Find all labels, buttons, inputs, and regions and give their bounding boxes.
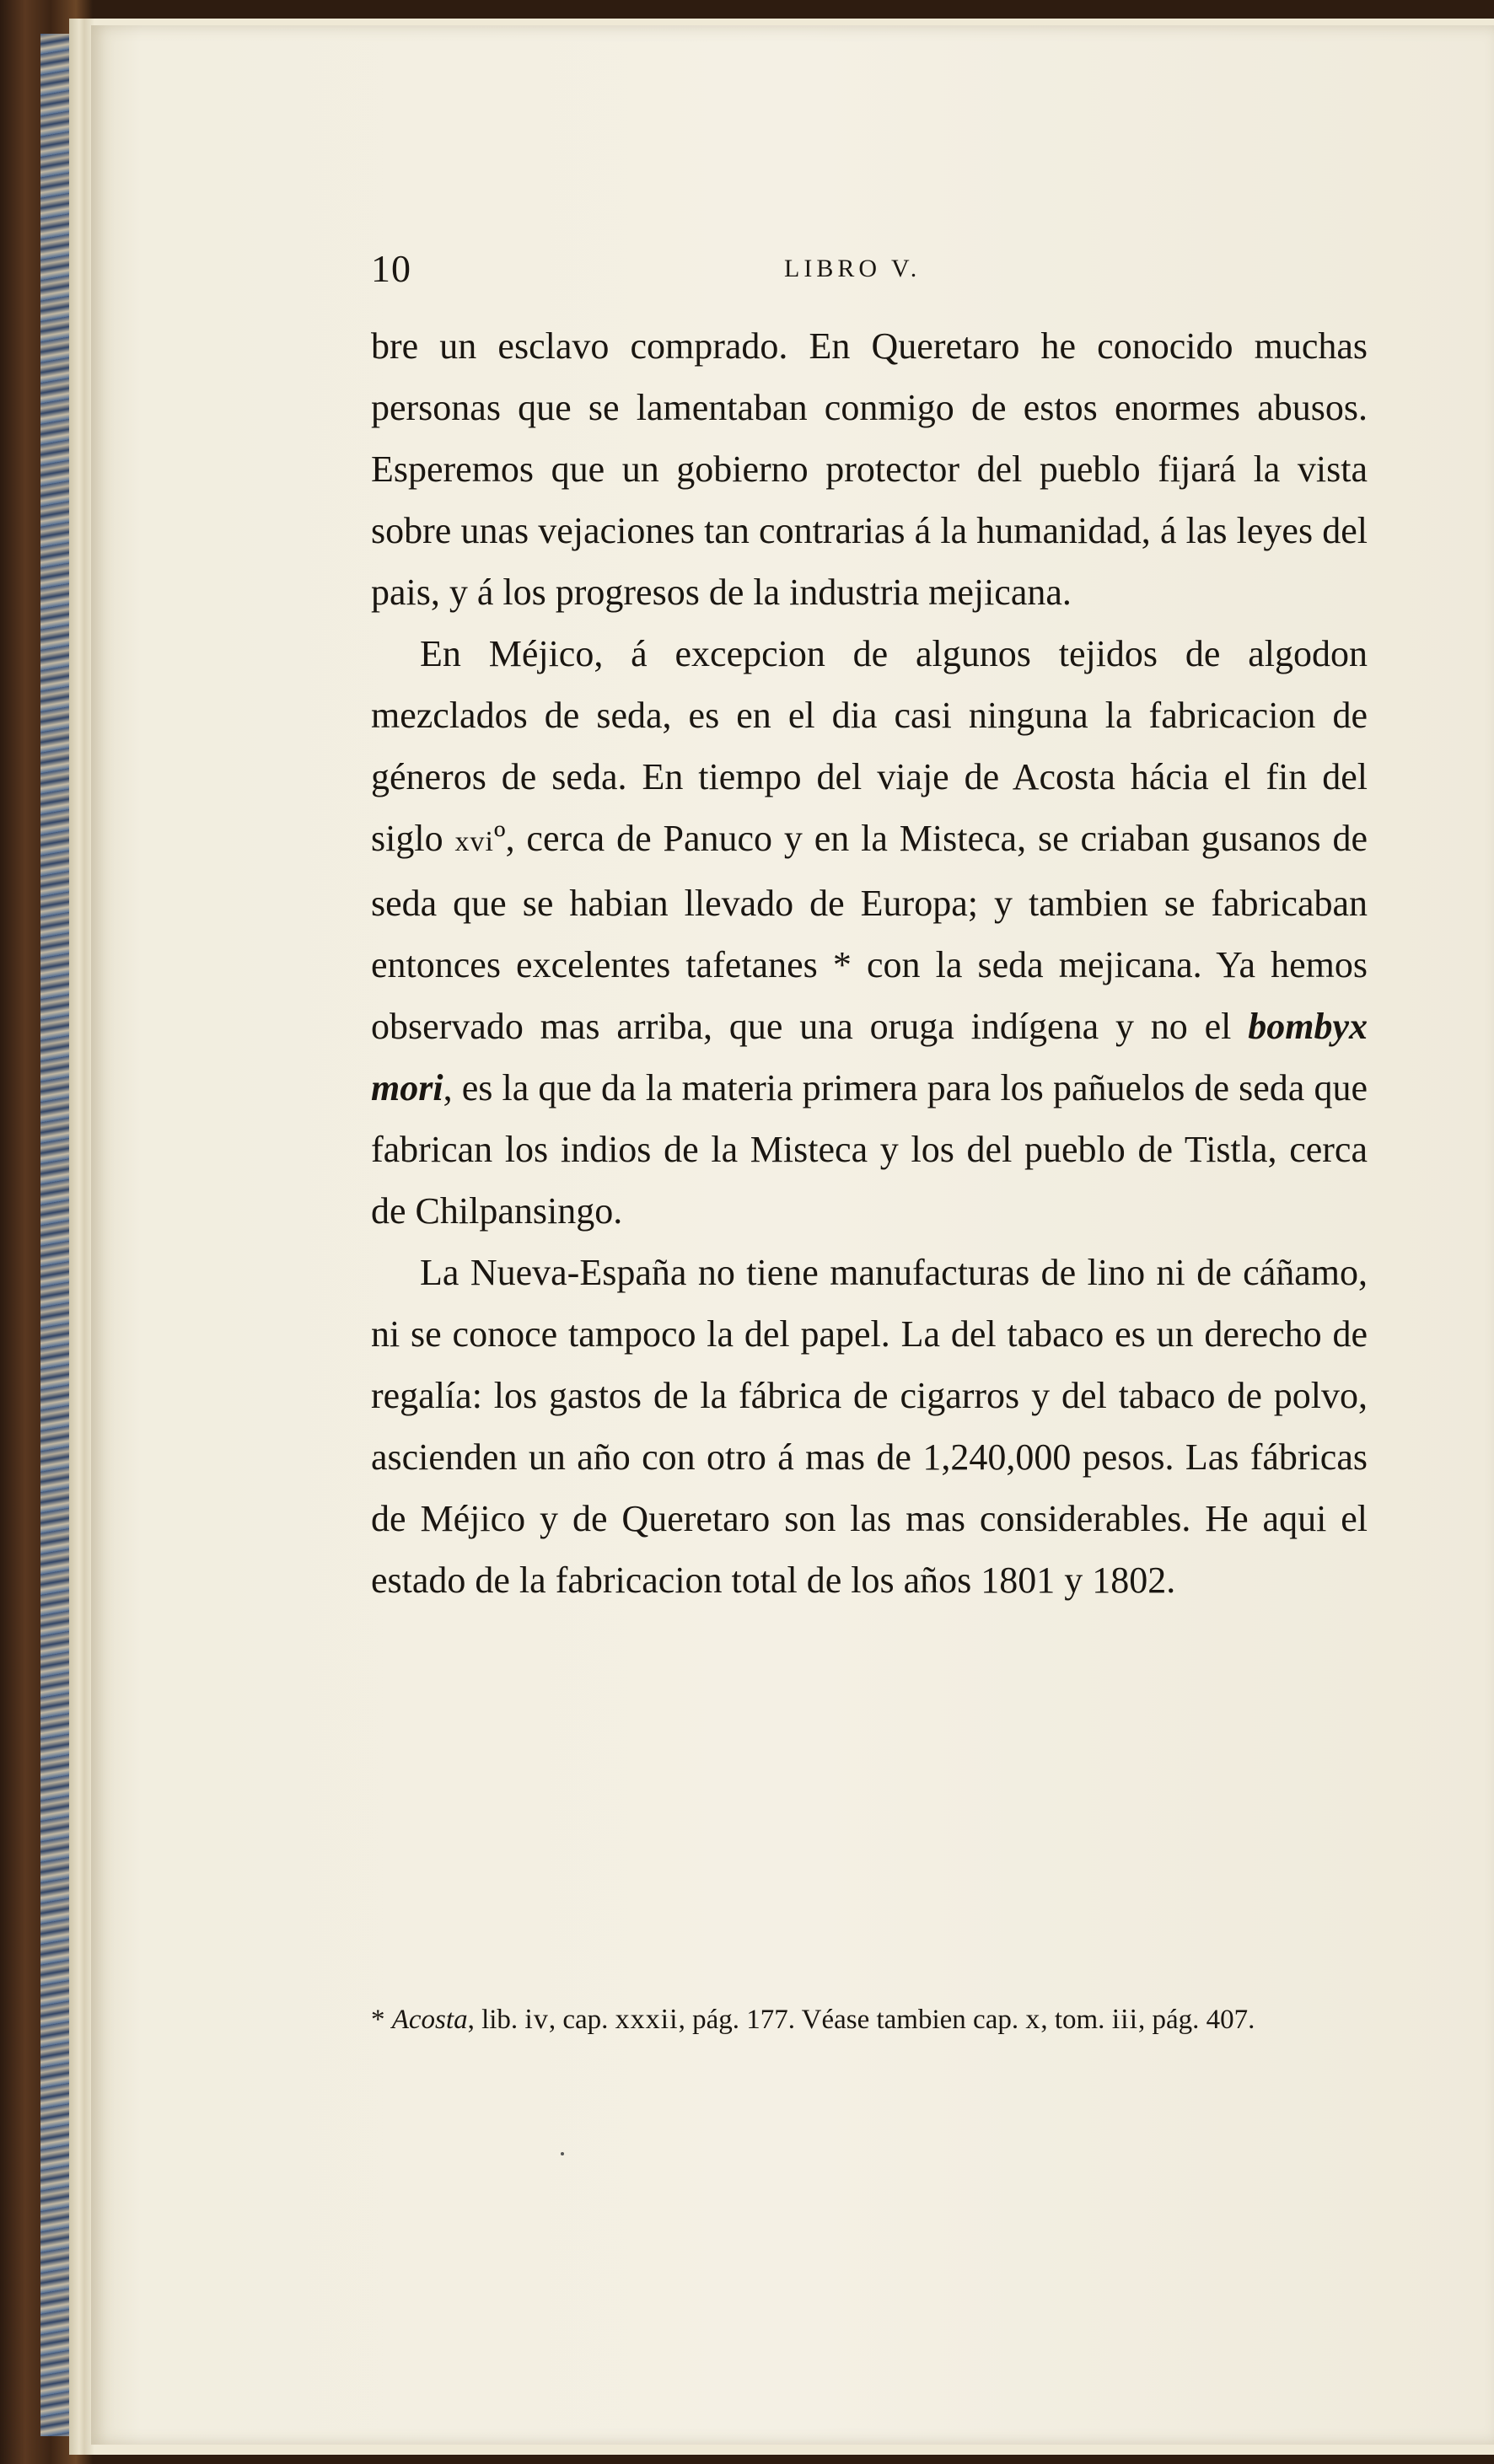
footnote-cap2: x (1025, 2004, 1041, 2035)
paragraph-2-part-1: En Méjico, á excepcion de algunos tejidos de algodon mezclados de seda, es en el dia casi ninguna la fabricacion de géneros de seda. En tiempo del viaje de Acosta hácia el fin del siglo (371, 633, 1368, 859)
footnote-cap: xxxii (615, 2004, 679, 2035)
footnote-text-e: , pág. 407. (1138, 2005, 1255, 2035)
century-suffix: º (493, 818, 506, 859)
footnote-text-a: , lib. (467, 2005, 525, 2035)
paragraph-2-part-2: , cerca de Panuco y en la Misteca, se criaban gusanos de seda que se habian llevado de Europa; y tambien se fabricaban entonces excelentes tafetanes * con la seda mejicana. Ya hemos observado mas arriba, que una oruga indígena y no el (371, 818, 1368, 1047)
species-name: bombyx mori (371, 1006, 1368, 1109)
footnote-text-b: , cap. (548, 2005, 615, 2035)
footnote-marker: * (371, 2005, 392, 2035)
running-head: LIBRO V. (784, 255, 922, 282)
footnote (371, 1998, 1368, 2042)
paragraph-2-part-3: , es la que da la materia primera para los pañuelos de seda que fabrican los indios de la Misteca y los del pueblo de Tistla, cerca de Chilpansingo. (371, 1067, 1368, 1232)
century-numeral: xvi (454, 826, 494, 857)
paragraph-1: bre un esclavo comprado. En Queretaro he conocido muchas personas que se lamentaban conmigo de estos enormes abusos. Esperemos que un gobierno protector del pueblo fijará la vista sobre unas vejaciones tan contrarias á la humanidad, á las leyes del pais, y á los progresos de la industria mejicana. (371, 325, 1368, 613)
page-number: 10 (371, 247, 411, 290)
body-text (371, 315, 1368, 1611)
footnote-tom: iii (1111, 2004, 1139, 2035)
footnote-text-d: , tom. (1040, 2005, 1112, 2035)
footnote-lib: iv (524, 2004, 549, 2035)
ink-speck (561, 2152, 564, 2155)
paragraph-2 (371, 623, 1368, 1242)
footnote-text-c: , pág. 177. Véase tambien cap. (678, 2005, 1026, 2035)
footnote-author: Acosta (391, 2005, 468, 2035)
page-header (371, 246, 1366, 297)
paragraph-3: La Nueva-España no tiene manufacturas de lino ni de cáñamo, ni se conoce tampoco la del papel. La del tabaco es un derecho de regalía: los gastos de la fábrica de cigarros y del tabaco de polvo, ascienden un año con otro á mas de 1,240,000 pesos. Las fábricas de Méjico y de Queretaro son las mas considerables. He aqui el estado de la fabricacion total de los años 1801 y 1802. (371, 1252, 1368, 1601)
